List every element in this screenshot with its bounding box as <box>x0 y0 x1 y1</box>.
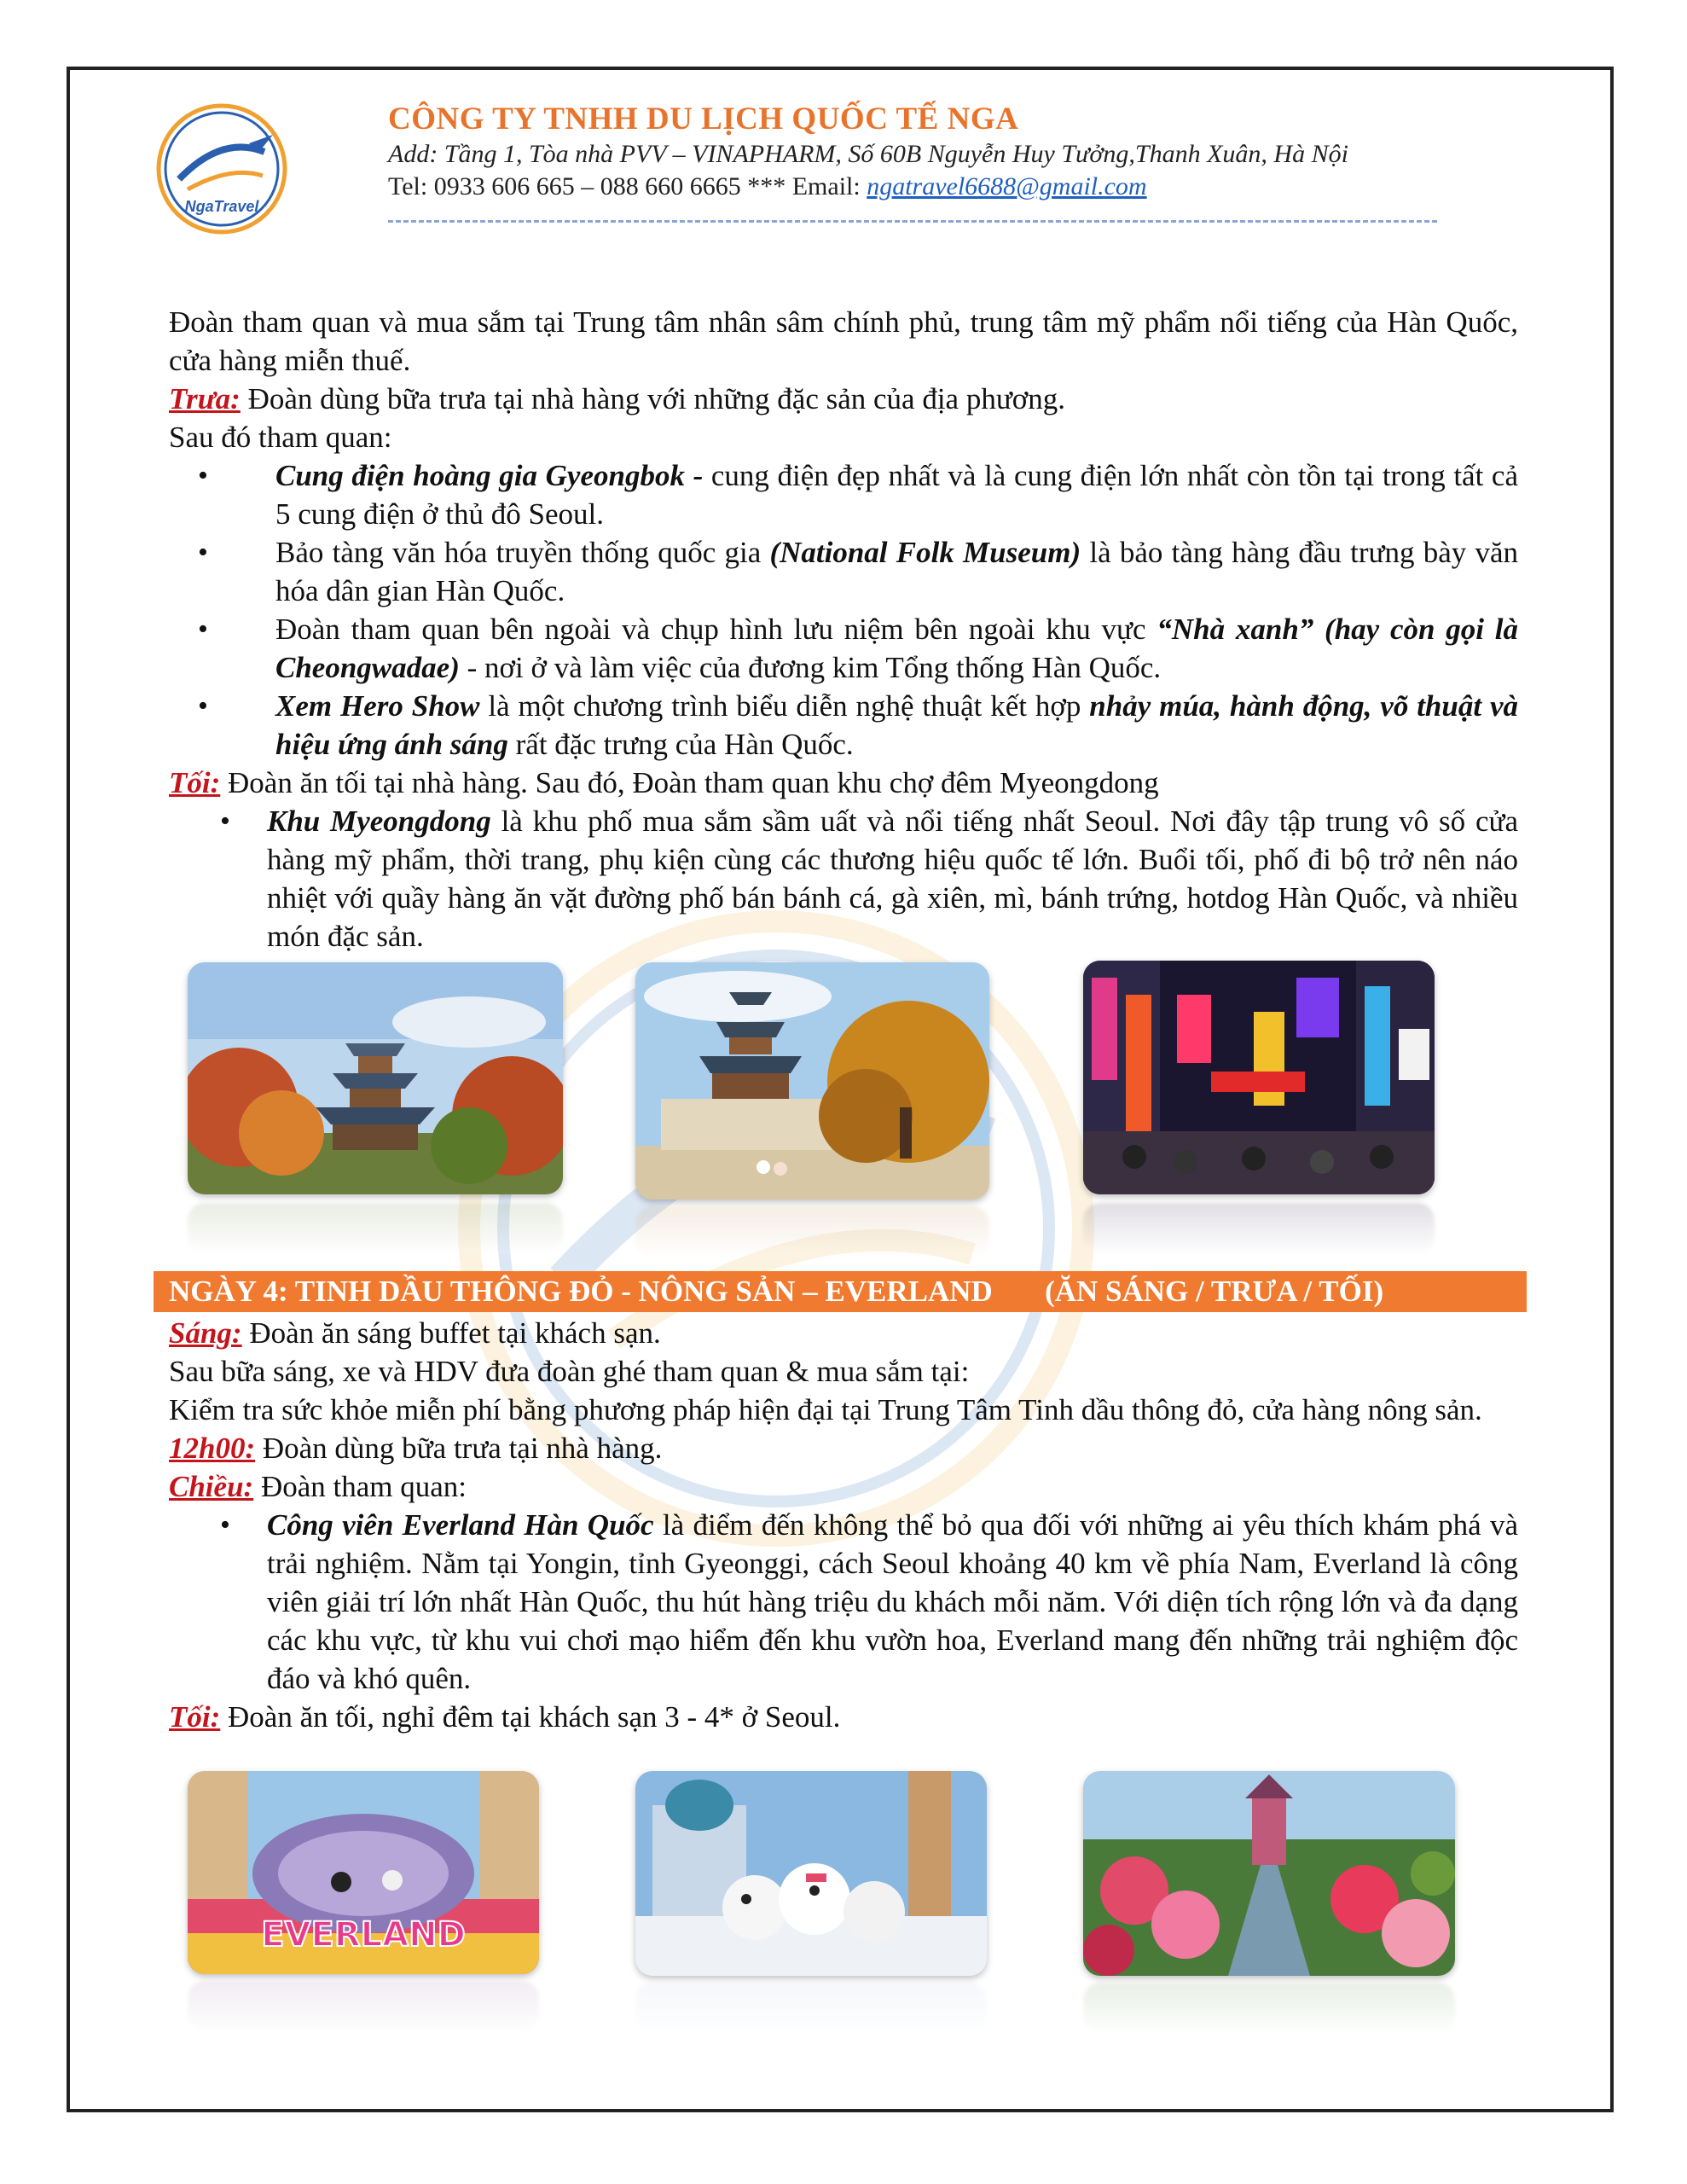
photo-folk-museum-pagoda <box>188 962 563 1194</box>
sight-desc: cung điện đẹp nhất và là cung điện lớn nhất còn tồn tại trong tất cả 5 cung điện ở thủ đô Seoul. <box>275 459 1519 531</box>
sight-desc: là khu phố mua sắm sầm uất và nổi tiếng nhất Seoul. Nơi đây tập trung vô số cửa hàng mỹ phẩm, thời trang, phụ kiện cùng các thương hiệu quốc tế lớn. Buổi tối, phố đi bộ trở nên náo nhiệt với quầy hàng ăn vặt đường phố bán bánh cá, gà xiên, mì, bánh trứng, hotdog Hàn Quốc, và nhiều món đặc sản. <box>267 804 1518 953</box>
day3-dinner <box>169 764 1518 802</box>
day4-p2: Sau bữa sáng, xe và HDV đưa đoàn ghé tham quan & mua sắm tại: <box>169 1355 970 1388</box>
day3-intro: Đoàn tham quan và mua sắm tại Trung tâm nhân sâm chính phủ, trung tâm mỹ phẩm nổi tiếng của Hàn Quốc, cửa hàng miễn thuế. <box>169 305 1518 377</box>
list-item <box>169 802 1518 956</box>
photo-reflection <box>635 1206 989 1258</box>
logo-text: NgaTravel <box>184 198 259 215</box>
company-name: CÔNG TY TNHH DU LỊCH QUỐC TẾ NGA <box>388 102 1019 136</box>
itinerary-content <box>169 303 1518 956</box>
company-logo <box>154 101 290 237</box>
day4-sights-list <box>169 1506 1518 1698</box>
email-link[interactable]: ngatravel6688@gmail.com <box>867 172 1147 200</box>
sight-desc: là điểm đến không thể bỏ qua đối với những ai yêu thích khám phá và trải nghiệm. Nằm tại Yongin, tỉnh Gyeonggi, cách Seoul khoảng 40 km về phía Nam, Everland là công viên giải trí lớn nhất Hàn Quốc, thu hút hàng triệu du khách mỗi năm. Với diện tích rộng lớn và đa dạng các khu vực, từ khu vui chơi mạo hiểm đến khu vườn hoa, Everland mang đến những trải nghiệm độc đáo và khó quên. <box>267 1508 1518 1695</box>
photo-reflection <box>635 1983 987 2034</box>
dinner-label: Tối: <box>169 766 221 799</box>
sight-gyeongbok: Cung điện hoàng gia Gyeongbok - <box>275 459 704 492</box>
day3-myeongdong-list <box>169 802 1518 956</box>
everland-sign-text: EVERLAND <box>261 1915 466 1955</box>
sight-everland: Công viên Everland Hàn Quốc <box>267 1508 654 1542</box>
day4-p3: Kiểm tra sức khỏe miễn phí bằng phương pháp hiện đại tại Trung Tâm Tinh dầu thông đỏ, cửa hàng nông sản. <box>169 1393 1482 1426</box>
sight-show-highlight: nhảy múa, hành động, võ thuật và hiệu ứng ánh sáng <box>275 689 1518 761</box>
dinner-label: Tối: <box>169 1700 221 1734</box>
dinner-text: Đoàn ăn tối tại nhà hàng. Sau đó, Đoàn tham quan khu chợ đêm Myeongdong <box>220 766 1159 799</box>
contact-phone: Tel: 0933 606 665 – 088 660 6665 *** Email: <box>388 172 867 200</box>
day3-sights-list <box>169 456 1518 764</box>
day4-morning <box>169 1314 1518 1352</box>
morning-label: Sáng: <box>169 1316 242 1350</box>
photo-everland-garden <box>1083 1771 1455 1976</box>
noon-label: 12h00: <box>169 1432 256 1465</box>
sight-desc: là bảo tàng hàng đầu trưng bày văn hóa dân gian Hàn Quốc. <box>275 536 1518 607</box>
day3-lunch <box>169 380 1518 418</box>
noon-text: Đoàn dùng bữa trưa tại nhà hàng. <box>255 1432 663 1465</box>
lunch-label: Trưa: <box>169 382 241 415</box>
photo-reflection <box>188 1981 539 2032</box>
photo-everland-snow <box>635 1771 987 1976</box>
photo-reflection <box>1083 1983 1455 2034</box>
list-item <box>169 687 1518 764</box>
sight-desc: Đoàn tham quan bên ngoài và chụp hình lưu niệm bên ngoài khu vực <box>275 613 1157 646</box>
list-item <box>169 610 1518 687</box>
photo-everland-sign <box>188 1771 539 1974</box>
photo-myeongdong-night <box>1083 961 1435 1194</box>
list-item <box>169 1506 1518 1698</box>
photo-reflection <box>1083 1203 1435 1254</box>
photo-reflection <box>188 1203 563 1254</box>
list-item <box>169 456 1518 533</box>
photo-gyeongbok-palace <box>635 962 989 1199</box>
company-header <box>388 101 1497 203</box>
sight-myeongdong: Khu Myeongdong <box>267 804 491 838</box>
afternoon-text: Đoàn tham quan: <box>253 1470 467 1503</box>
day4-content <box>169 1314 1518 1736</box>
header-divider <box>388 220 1437 223</box>
sight-desc: Bảo tàng văn hóa truyền thống quốc gia <box>275 536 770 569</box>
day4-noon <box>169 1429 1518 1467</box>
morning-text: Đoàn ăn sáng buffet tại khách sạn. <box>241 1316 661 1350</box>
dinner-text: Đoàn ăn tối, nghỉ đêm tại khách sạn 3 - 4* ở Seoul. <box>220 1700 841 1734</box>
company-contact <box>388 171 1497 203</box>
day4-dinner <box>169 1698 1518 1736</box>
day4-afternoon <box>169 1467 1518 1506</box>
company-address: Add: Tầng 1, Tòa nhà PVV – VINAPHARM, Số 60B Nguyễn Huy Tưởng,Thanh Xuân, Hà Nội <box>388 140 1348 168</box>
sight-desc: rất đặc trưng của Hàn Quốc. <box>507 728 854 761</box>
sight-hero-show: Xem Hero Show <box>275 689 480 723</box>
afternoon-label: Chiều: <box>169 1470 254 1503</box>
sight-desc: là một chương trình biểu diễn nghệ thuật kết hợp <box>479 689 1090 723</box>
sight-desc: - nơi ở và làm việc của đương kim Tổng thống Hàn Quốc. <box>459 651 1162 684</box>
day3-after: Sau đó tham quan: <box>169 421 392 454</box>
list-item <box>169 533 1518 610</box>
lunch-text: Đoàn dùng bữa trưa tại nhà hàng với những đặc sản của địa phương. <box>240 382 1066 415</box>
day4-heading: NGÀY 4: TINH DẦU THÔNG ĐỎ - NÔNG SẢN – EVERLAND (ĂN SÁNG / TRƯA / TỐI) <box>154 1271 1527 1312</box>
sight-blue-house: “Nhà xanh” (hay còn gọi là Cheongwadae) <box>275 613 1519 684</box>
sight-folk-museum: (National Folk Museum) <box>769 536 1081 569</box>
